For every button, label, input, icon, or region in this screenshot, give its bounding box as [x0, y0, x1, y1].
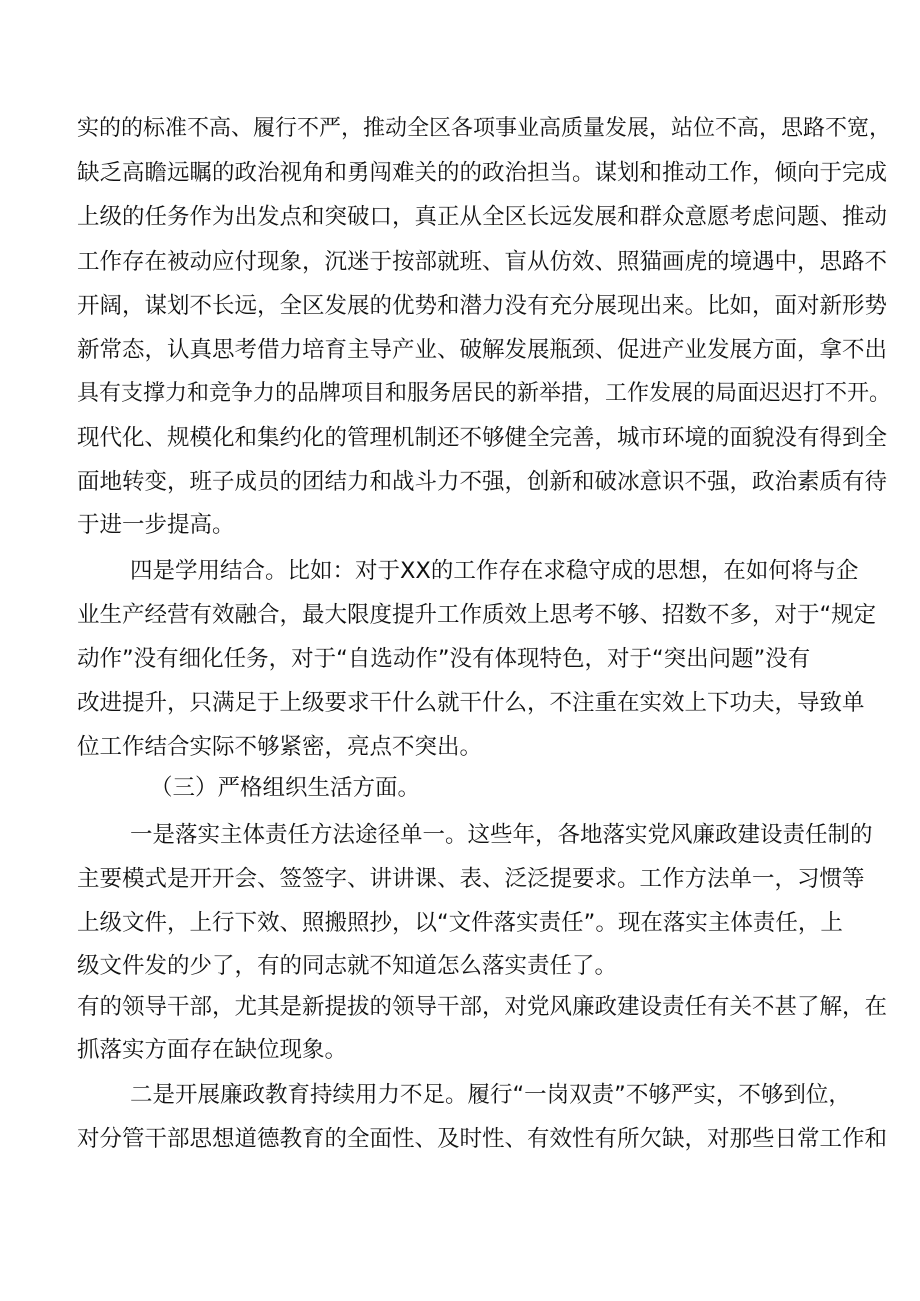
text-line: 面地转变，班子成员的团结力和战斗力不强，创新和破冰意识不强，政治素质有待 — [77, 469, 888, 495]
paragraph-first-line: 二是开展廉政教育持续用力不足。履行“一岗双责”不够严实，不够到位， — [130, 1082, 851, 1108]
text-line: 对分管干部思想道德教育的全面性、及时性、有效性有所欠缺，对那些日常工作和 — [77, 1126, 888, 1152]
text-line: 位工作结合实际不够紧密，亮点不突出。 — [77, 734, 483, 760]
text-line: 动作”没有细化任务，对于“自选动作”没有体现特色，对于“突出问题”没有 — [77, 646, 811, 672]
paragraph-first-line: 四是学用结合。比如：对于XX的工作存在求稳守成的思想，在如何将与企 — [130, 558, 859, 584]
text-line: 上级文件，上行下效、照搬照抄，以“文件落实责任”。现在落实主体责任，上 — [77, 910, 843, 936]
text-line: 改进提升，只满足于上级要求干什么就干什么，不注重在实效上下功夫，导致单 — [77, 690, 865, 716]
text-line: 主要模式是开开会、签签字、讲讲课、表、泛泛提要求。工作方法单一，习惯等 — [77, 866, 865, 892]
text-line: 新常态，认真思考借力培育主导产业、破解发展瓶颈、促进产业发展方面，拿不出 — [77, 337, 888, 363]
text-line: 缺乏高瞻远瞩的政治视角和勇闯难关的的政治担当。谋划和推动工作，倾向于完成 — [77, 160, 888, 186]
text-line: 抓落实方面存在缺位现象。 — [77, 1037, 348, 1063]
text-line: 级文件发的少了，有的同志就不知道怎么落实责任了。 — [77, 953, 618, 979]
text-line: 有的领导干部，尤其是新提拔的领导干部，对党风廉政建设责任有关不甚了解，在 — [77, 994, 888, 1020]
text-line: 开阔，谋划不长远，全区发展的优势和潜力没有充分展现出来。比如，面对新形势 — [77, 293, 888, 319]
text-line: 现代化、规模化和集约化的管理机制还不够健全完善，城市环境的面貌没有得到全 — [77, 425, 888, 451]
text-line: 具有支撑力和竞争力的品牌项目和服务居民的新举措，工作发展的局面迟迟打不开。 — [77, 381, 892, 406]
paragraph-first-line: 一是落实主体责任方法途径单一。这些年，各地落实党风廉政建设责任制的 — [130, 822, 873, 848]
section-heading: （三）严格组织生活方面。 — [150, 775, 421, 801]
text-line: 工作存在被动应付现象，沉迷于按部就班、盲从仿效、照猫画虎的境遇中，思路不 — [77, 249, 888, 275]
text-line: 业生产经营有效融合，最大限度提升工作质效上思考不够、招数不多，对于“规定 — [77, 602, 877, 628]
text-line: 于进一步提高。 — [77, 512, 235, 538]
text-line: 实的的标准不高、履行不严，推动全区各项事业高质量发展，站位不高，思路不宽， — [77, 116, 892, 141]
text-line: 上级的任务作为出发点和突破口，真正从全区长远发展和群众意愿考虑问题、推动 — [77, 204, 888, 230]
